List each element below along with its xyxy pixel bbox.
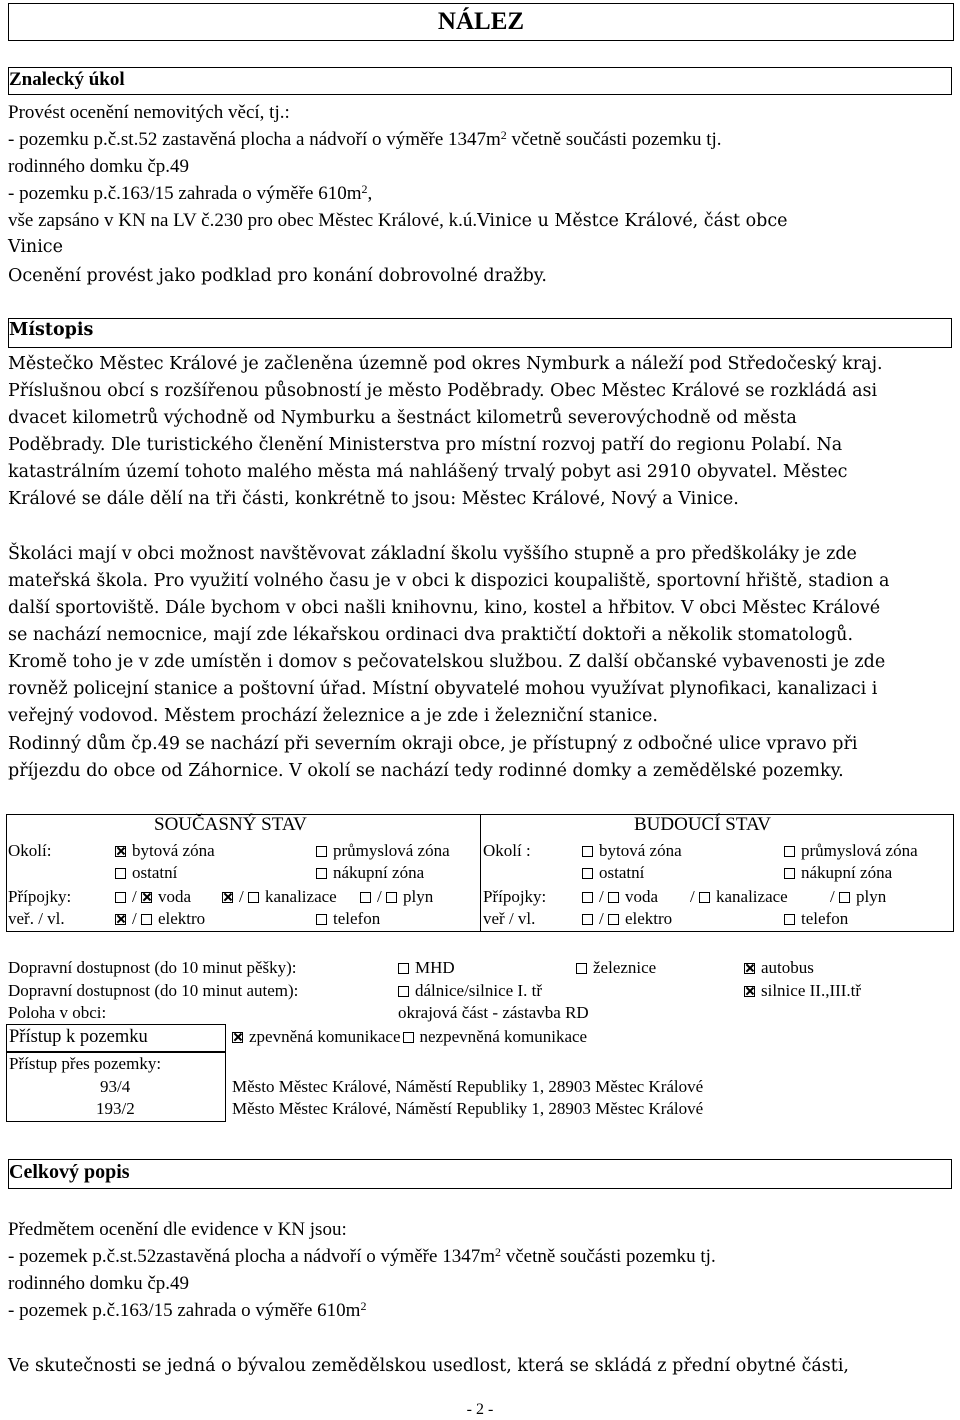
text-line: - pozemek p.č.st.52zastavěná plocha a nádvoří o výměře $1347m^2$ včetně součásti pozemku tj.: [8, 1245, 716, 1267]
cb-bytova-future[interactable]: bytová zóna: [582, 841, 682, 861]
cb-voda-future[interactable]: / voda: [582, 887, 658, 907]
checkbox-icon: [582, 892, 593, 903]
checkbox-icon: [582, 846, 593, 857]
checkbox-icon: [398, 963, 409, 974]
cb-zpevnena[interactable]: zpevněná komunikace nezpevněná komunikace: [232, 1027, 587, 1047]
cb-autobus[interactable]: autobus: [744, 958, 814, 978]
text-line: mateřská škola. Pro využití volného času je v obci k dispozici koupaliště, sportovní hřiště, stadion a: [8, 571, 890, 591]
checkbox-icon: [784, 846, 795, 857]
text-line: rodinného domku čp.49: [8, 1273, 190, 1294]
checkbox-checked-icon: [744, 963, 755, 974]
text-line: Kromě toho je v zde umístěn i domov s pečovatelskou službou. Z další občanské vybavenosti je zde: [8, 652, 886, 672]
checkbox-icon: [582, 868, 593, 879]
section-heading: Znalecký úkol: [9, 69, 125, 90]
cb-dalnice[interactable]: dálnice/silnice I. tř: [398, 981, 542, 1001]
okoli-label-future: Okolí :: [483, 841, 531, 860]
title-bar: [8, 3, 954, 41]
pripojky-label: Přípojky:: [8, 887, 72, 906]
checkbox-checked-icon: [232, 1032, 243, 1043]
cb-ostatni-future[interactable]: ostatní: [582, 863, 644, 883]
text-line: Ocenění provést jako podklad pro konání dobrovolné dražby.: [8, 266, 547, 286]
cb-plyn-future[interactable]: / plyn: [830, 887, 887, 906]
text-line: Předmětem ocenění dle evidence v KN jsou:: [8, 1219, 347, 1240]
pristup-label: Přístup k pozemku: [9, 1027, 148, 1047]
checkbox-icon: [403, 1032, 414, 1043]
text-line: Příslušnou obcí s rozšířenou působností je město Poděbrady. Obec Městec Králové se rozkládá asi: [8, 381, 878, 401]
cb-mhd[interactable]: MHD: [398, 958, 455, 978]
ver-vl-label: veř. / vl.: [8, 909, 65, 928]
checkbox-icon: [784, 868, 795, 879]
page-title: NÁLEZ: [437, 8, 525, 35]
checkbox-icon: [608, 892, 619, 903]
text-line: katastrálním území tohoto malého města má nahlášený trvalý pobyt asi 2910 obyvatel. Městec: [8, 462, 848, 482]
pripojky-label-future: Přípojky:: [483, 887, 547, 906]
cb-telefon-future[interactable]: telefon: [784, 909, 848, 929]
text-line: se nachází nemocnice, mají zde lékařskou ordinaci dva praktičtí doktoři a několik stomatologů.: [8, 625, 854, 645]
parcel-owner: Město Městec Králové, Náměstí Republiky 1, 28903 Městec Králové: [232, 1099, 704, 1118]
cb-bytova[interactable]: bytová zóna: [115, 841, 215, 861]
divider: [480, 814, 481, 932]
cb-silnice[interactable]: silnice II.,III.tř: [744, 981, 861, 1001]
checkbox-icon: [115, 892, 126, 903]
cb-plyn[interactable]: / plyn: [360, 887, 433, 907]
section-heading: Místopis: [9, 320, 94, 340]
text-line: Provést ocenění nemovitých věcí, tj.:: [8, 102, 290, 123]
checkbox-icon: [386, 892, 397, 903]
cb-prumyslova[interactable]: průmyslová zóna: [316, 841, 450, 861]
pristup-pres-label: Přístup přes pozemky:: [9, 1054, 162, 1073]
checkbox-icon: [576, 963, 587, 974]
text-line: příjezdu do obce od Záhornice. V okolí se nachází tedy rodinné domky a zemědělské pozemky.: [8, 761, 844, 781]
text-line: - pozemku p.č.st.52 zastavěná plocha a nádvoří o výměře $1347m^2$ včetně součásti pozemku tj.: [8, 128, 722, 150]
ver-vl-label-future: veř / vl.: [483, 909, 536, 928]
text-line: Králové se dále dělí na tři části, konkrétně to jsou: Městec Králové, Nový a Vinice.: [8, 489, 739, 509]
cb-zeleznice[interactable]: železnice: [576, 958, 656, 978]
cb-kanalizace-future[interactable]: / kanalizace: [690, 887, 788, 906]
text-line: rovněž policejní stanice a poštovní úřad. Místní obyvatelé mohou využívat plynofikaci, kanalizaci i: [8, 679, 878, 699]
text-line: Poděbrady. Dle turistického členění Ministerstva pro místní rozvoj patří do regionu Polabí. Na: [8, 435, 843, 455]
checkbox-icon: [248, 892, 259, 903]
checkbox-icon: [316, 846, 327, 857]
text-line: - pozemku p.č.163/15 zahrada o výměře $610m^2$,: [8, 182, 373, 204]
parcel-number: 93/4: [100, 1077, 131, 1096]
cb-elektro[interactable]: / elektro: [115, 909, 205, 929]
section-celkovy-popis: [8, 1159, 952, 1189]
checkbox-checked-icon: [744, 986, 755, 997]
text-line: Školáci mají v obci možnost navštěvovat základní školu vyššího stupně a pro předškoláky je zde: [8, 544, 857, 564]
checkbox-icon: [839, 892, 850, 903]
future-state-title: BUDOUCÍ STAV: [634, 814, 771, 835]
cb-ostatni[interactable]: ostatní: [115, 863, 177, 883]
checkbox-icon: [784, 914, 795, 925]
checkbox-icon: [398, 986, 409, 997]
okoli-label: Okolí:: [8, 841, 52, 860]
checkbox-icon: [608, 914, 619, 925]
cb-nakupni-future[interactable]: nákupní zóna: [784, 863, 892, 883]
checkbox-checked-icon: [115, 846, 126, 857]
cb-kanalizace[interactable]: / kanalizace: [222, 887, 337, 907]
text-line: Vinice: [8, 237, 63, 257]
section-znalecky-ukol: [8, 67, 952, 95]
cb-telefon[interactable]: telefon: [316, 909, 380, 929]
checkbox-checked-icon: [141, 892, 152, 903]
parcel-owner: Město Městec Králové, Náměstí Republiky 1, 28903 Městec Králové: [232, 1077, 704, 1096]
doprava-autem-label: Dopravní dostupnost (do 10 minut autem):: [8, 981, 299, 1000]
section-mistopis: [8, 318, 952, 348]
text-line: další sportoviště. Dále bychom v obci našli knihovnu, kino, kostel a hřbitov. V obci Městec Králové: [8, 598, 881, 618]
poloha-label: Poloha v obci:: [8, 1003, 107, 1022]
cb-nakupni[interactable]: nákupní zóna: [316, 863, 424, 883]
section-heading: Celkový popis: [9, 1161, 130, 1183]
text-line: Rodinný dům čp.49 se nachází při severním okraji obce, je přístupný z odbočné ulice vpravo při: [8, 734, 858, 754]
cb-elektro-future[interactable]: / elektro: [582, 909, 672, 929]
checkbox-icon: [360, 892, 371, 903]
current-state-title: SOUČASNÝ STAV: [154, 814, 307, 835]
text-line: veřejný vodovod. Městem prochází železnice a je zde i železniční stanice.: [8, 706, 658, 726]
cb-prumyslova-future[interactable]: průmyslová zóna: [784, 841, 918, 861]
parcel-number: 193/2: [96, 1099, 135, 1118]
page-number: - 2 -: [466, 1401, 494, 1418]
checkbox-icon: [316, 914, 327, 925]
text-line: dvacet kilometrů východně od Nymburku a šestnáct kilometrů severovýchodně od města: [8, 408, 797, 428]
checkbox-checked-icon: [222, 892, 233, 903]
cb-voda[interactable]: / voda: [115, 887, 191, 907]
checkbox-icon: [141, 914, 152, 925]
checkbox-icon: [115, 868, 126, 879]
text-line: vše zapsáno v KN na LV č.230 pro obec Městec Králové, k.ú.Vinice u Městce Králové, část obce: [8, 210, 788, 231]
checkbox-icon: [316, 868, 327, 879]
poloha-value: okrajová část - zástavba RD: [398, 1003, 589, 1022]
checkbox-checked-icon: [115, 914, 126, 925]
text-line: rodinného domku čp.49: [8, 156, 190, 177]
checkbox-icon: [699, 892, 710, 903]
text-line: - pozemek p.č.163/15 zahrada o výměře $610m^2$: [8, 1299, 367, 1321]
checkbox-icon: [582, 914, 593, 925]
doprava-pesky-label: Dopravní dostupnost (do 10 minut pěšky):: [8, 958, 297, 977]
text-line: Městečko Městec Králové je začleněna územně pod okres Nymburk a náleží pod Středočeský kraj.: [8, 354, 883, 374]
text-line: Ve skutečnosti se jedná o bývalou zemědělskou usedlost, která se skládá z přední obytné části,: [8, 1356, 849, 1376]
